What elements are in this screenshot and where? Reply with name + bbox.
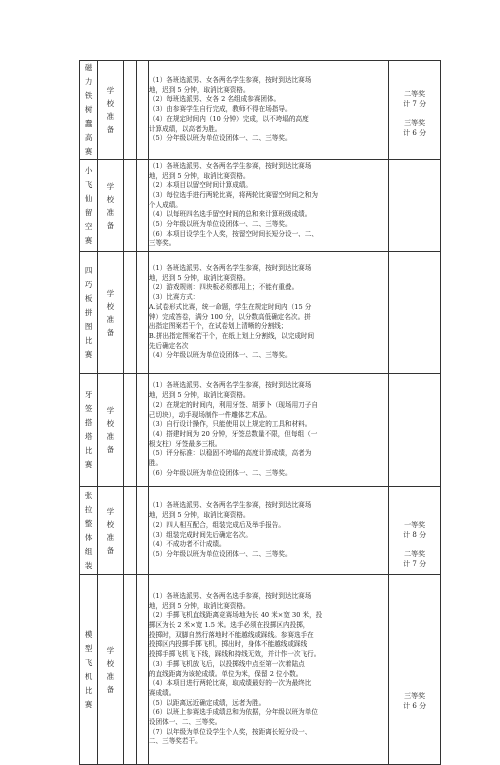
preparation-cell [98,487,123,575]
rule-line: 根支柱）牙签最多三根。 [148,439,222,448]
event-name: 小 飞 仙 留 空 赛 [84,165,93,245]
rule-line: （2）在规定的时间内，利用牙签、胡萝卜（现场用刀子自 [148,400,318,409]
rule-line: 地，迟到 5 分钟，取消比赛资格。 [148,391,250,400]
rule-line: （5）以距离远近确定成绩，远者为胜。 [148,698,266,707]
rules-cell [148,374,388,487]
preparation-cell [98,61,123,160]
empty-cell [136,487,148,575]
rule-line: （1）各班选派男、女各两名学生参赛，按时到达比赛场 [148,263,312,272]
table-row [80,160,441,252]
rule-line: （5）评分标准：以稳固不垮塌的高度计算成绩，高者为 [148,449,312,458]
award-spacer [389,109,440,118]
rule-line: 设团体一、二、三等奖。 [148,718,222,727]
rule-line: （2）四人相互配合，组装完成后及举手报告。 [148,520,285,529]
award-line: 计 7 分 [403,560,427,568]
rule-line: （7）以年级为单位设学生个人奖，按距离长短分设一、 [148,727,312,736]
event-name-cell [80,575,98,765]
rule-line: 二、三等奖若干。 [148,737,202,746]
award-spacer [389,540,440,549]
rule-line: （3）每位选手进行两轮比赛，将两轮比赛留空时间之和为 [148,190,318,199]
rule-line: （3）手掷飞机放飞后，以投掷线中点至第一次着陆点 [148,659,305,668]
preparation-text: 学 校 准 备 [106,86,115,134]
rule-line: 投掷手掷飞机飞下线，踩线和持线无效，并计作一次飞行。 [148,650,321,659]
rule-line: 地，迟到 5 分钟，取消比赛资格。 [148,171,250,180]
event-name: 模 型 飞 机 比 赛 [84,629,93,709]
rule-line: （5）分年级以班为单位设团体一、二、三等奖。 [148,134,292,143]
table-row [80,575,441,765]
event-name-cell [80,252,98,374]
rule-line: A.试卷形式比赛，统一命题，学生在规定时间内（15 分 [148,302,312,311]
preparation-text: 学 校 准 备 [106,645,115,694]
rule-line: （3）自行设计操作，只能使用以上规定的工具和材料。 [148,420,312,429]
rule-line: （3）组装完成时间先后确定名次。 [148,530,253,539]
empty-cell [123,160,136,252]
award-line: 计 6 分 [403,129,427,137]
rule-line: 己切块），动手现场制作一件雕体艺术品。 [148,410,271,419]
rule-line: （5）分年级以班为单位设团体一、二、三等奖。 [148,549,292,558]
rules-cell [148,575,388,765]
empty-cell [123,61,136,160]
rule-line: （1）各班选派男、女各两名学生参赛，按时到达比赛场 [148,161,312,170]
competition-rules-table [79,60,441,765]
rule-line: （1）各班选派男、女各两名学生参赛，按时到达比赛场 [148,76,312,85]
rule-line: 投掷时，双脚自然行落地时不能越线或踩线。参赛选手在 [148,630,314,639]
empty-cell [136,374,148,487]
empty-cell [136,252,148,374]
rule-line: 三等奖。 [148,239,176,248]
event-name: 磁 力 铁 树 蠢 高 赛 [84,63,93,156]
rule-line: （4）分年级以班为单位设团体一、二、三等奖。 [148,351,292,360]
table-body [80,61,441,765]
rules-cell [148,61,388,160]
table-row [80,252,441,374]
rule-line: 地，迟到 5 分钟，取消比赛资格。 [148,601,250,610]
rule-line: 掷区为长 2 米×宽 1.5 米。选手必须在投掷区内投掷， [148,620,310,629]
award-cell [389,252,441,374]
empty-cell [136,61,148,160]
award-line: 计 6 分 [403,701,427,710]
rules-cell [148,160,388,252]
award-cell [389,374,441,487]
award-cell [389,61,441,160]
rule-line: 钟）完成答卷，满分 100 分，以分数高低确定名次。拼 [148,312,311,321]
preparation-cell [98,252,123,374]
rule-line: 出指定图案若干个，在试卷划上清晰的分割线； [148,322,288,331]
award-cell [389,160,441,252]
empty-cell [123,487,136,575]
rule-line: （6）以班上参赛选手成绩总和为依据，分年级以班为单位 [148,708,318,717]
rule-line: （6）本项目设学生个人奖，按留空时间长短分设一、二、 [148,229,318,238]
event-name: 牙 签 搭 塔 比 赛 [84,390,93,469]
rule-line: 先后确定名次 [148,341,189,350]
rule-line: 地，迟到 5 分钟，取消比赛资格。 [148,273,250,282]
rule-line: （4）在规定时间内（10 分钟）完成，以不垮塌的高度 [148,114,309,123]
rule-line: （2）每班选派男、女各 2 名组成参赛团体。 [148,95,281,104]
rule-line: 地，迟到 5 分钟，取消比赛资格。 [148,511,250,520]
rules-cell [148,252,388,374]
preparation-cell [98,374,123,487]
award-line: 二等奖 [404,550,426,558]
preparation-text: 学 校 准 备 [106,288,115,337]
award-line: 计 8 分 [403,531,427,539]
award-cell [389,575,441,765]
rule-line: 胜。 [148,459,163,468]
rule-line: （2）本项目以留空时间计算成绩。 [148,181,253,190]
rule-line: 赛成绩。 [148,688,176,697]
rule-line: 的直线距离为该轮成绩。单位为米，保留 2 位小数。 [148,669,303,678]
empty-cell [136,160,148,252]
rule-line: （2）游戏规则：四块板必须都用上；不能有重叠。 [148,283,299,292]
empty-cell [123,252,136,374]
rule-line: （4）不成功者不计成绩。 [148,540,226,549]
award-line: 二等奖 [404,90,426,98]
empty-cell [123,575,136,765]
table-row [80,487,441,575]
preparation-text: 学 校 准 备 [106,181,115,230]
rule-line: （3）由参赛学生自行完成，教师不得在场指导。 [148,105,292,114]
rule-line: （4）以每班四名选手留空时间的总和来计算班级成绩。 [148,210,312,219]
rule-line: （1）各班选派男、女各两名选手参赛，按时到达比赛场 [148,591,312,600]
event-name: 四 巧 板 拼 图 比 赛 [84,265,93,359]
rule-line: 投掷区内投掷手掷飞机，掷出时，身体不能越线或踩线 [148,640,308,649]
event-name-cell [80,487,98,575]
preparation-cell [98,160,123,252]
event-name-cell [80,160,98,252]
rule-line: （6）分年级以班为单位设团体一、二、三等奖。 [148,468,292,477]
rule-line: （2）手掷飞机直线距离竞赛场地为长 40 米×宽 30 米，投 [148,611,323,620]
table-row [80,374,441,487]
rule-line: 计算成绩，以高者为胜。 [148,124,222,133]
award-line: 计 7 分 [403,100,427,108]
rule-line: B.拼出指定图案若干个，在纸上划上分割线，以完成时间 [148,331,315,340]
rule-line: （5）分年级以班为单位设团体一、二、三等奖。 [148,220,292,229]
award-line: 三等奖 [404,119,426,127]
preparation-cell [98,575,123,765]
rules-cell [148,487,388,575]
rule-line: （1）各班选派男、女各两名学生参赛，按时到达比赛场 [148,501,312,510]
event-name-cell [80,374,98,487]
preparation-text: 学 校 准 备 [106,406,115,454]
award-line: 一等奖 [404,521,426,529]
empty-cell [136,575,148,765]
rule-line: 个人成绩。 [148,200,182,209]
event-name-cell [80,61,98,160]
event-name: 张 拉 整 体 组 装 [84,490,93,570]
rule-line: （4）搭建时间为 20 分钟，牙签总数量不限，但每组（一 [148,430,318,438]
award-line: 三等奖 [404,691,426,700]
rule-line: 地，迟到 5 分钟，取消比赛资格。 [148,85,250,94]
preparation-text: 学 校 准 备 [106,506,115,555]
award-cell [389,487,441,575]
rule-line: （1）各班选派男、女各两名学生参赛，按时到达比赛场 [148,381,312,390]
table-row [80,61,441,160]
rule-line: （3）比赛方式： [148,293,200,302]
empty-cell [123,374,136,487]
rule-line: （4）本项目进行两轮比赛，取成绩最好的一次为最终比 [148,679,312,688]
